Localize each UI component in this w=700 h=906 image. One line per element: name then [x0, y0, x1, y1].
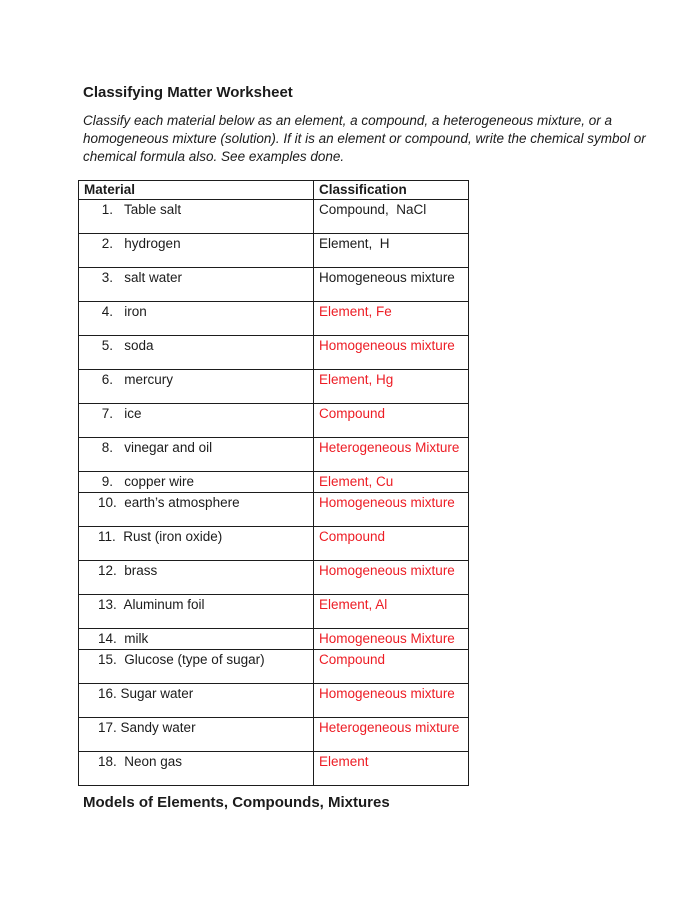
table-row: [79, 527, 469, 561]
classification-cell: Homogeneous mixture: [314, 268, 469, 302]
material-cell: 11. Rust (iron oxide): [79, 527, 314, 561]
classification-cell: Homogeneous mixture: [314, 684, 469, 718]
classification-cell: Compound: [314, 650, 469, 684]
material-cell: 18. Neon gas: [79, 752, 314, 786]
material-cell: 13. Aluminum foil: [79, 595, 314, 629]
table-row: [79, 438, 469, 472]
material-cell: 5. soda: [79, 336, 314, 370]
table-row: [79, 472, 469, 493]
classification-cell: Element, Al: [314, 595, 469, 629]
material-cell: 8. vinegar and oil: [79, 438, 314, 472]
classification-table-body: [79, 200, 469, 786]
table-header-row: [79, 181, 469, 200]
material-cell: 12. brass: [79, 561, 314, 595]
instructions-paragraph: [83, 112, 700, 166]
table-row: [79, 234, 469, 268]
classification-cell: Homogeneous mixture: [314, 336, 469, 370]
instructions-line-2: homogeneous mixture (solution). If it is an element or compound, write the chemical symbol or: [83, 131, 646, 146]
table-row: [79, 684, 469, 718]
table-row: [79, 561, 469, 595]
classification-cell: Compound: [314, 527, 469, 561]
classification-column-header: Classification: [314, 181, 469, 200]
table-row: [79, 200, 469, 234]
table-row: [79, 650, 469, 684]
material-cell: 3. salt water: [79, 268, 314, 302]
table-row: [79, 302, 469, 336]
classification-cell: Heterogeneous Mixture: [314, 438, 469, 472]
table-row: [79, 752, 469, 786]
table-row: [79, 370, 469, 404]
material-cell: 10. earth’s atmosphere: [79, 493, 314, 527]
classification-cell: Homogeneous mixture: [314, 493, 469, 527]
classification-cell: Element: [314, 752, 469, 786]
classification-cell: Element, Cu: [314, 472, 469, 493]
classification-cell: Element, Hg: [314, 370, 469, 404]
material-cell: 7. ice: [79, 404, 314, 438]
material-cell: 1. Table salt: [79, 200, 314, 234]
material-cell: 16. Sugar water: [79, 684, 314, 718]
material-cell: 6. mercury: [79, 370, 314, 404]
table-row: [79, 629, 469, 650]
classification-cell: Homogeneous Mixture: [314, 629, 469, 650]
table-row: [79, 718, 469, 752]
material-cell: 17. Sandy water: [79, 718, 314, 752]
table-row: [79, 493, 469, 527]
material-cell: 4. iron: [79, 302, 314, 336]
table-row: [79, 268, 469, 302]
classification-table: [78, 180, 469, 786]
classification-cell: Element, Fe: [314, 302, 469, 336]
section-heading: Models of Elements, Compounds, Mixtures: [83, 794, 390, 811]
material-cell: 14. milk: [79, 629, 314, 650]
classification-cell: Homogeneous mixture: [314, 561, 469, 595]
classification-cell: Element, H: [314, 234, 469, 268]
material-cell: 9. copper wire: [79, 472, 314, 493]
table-row: [79, 595, 469, 629]
classification-cell: Compound, NaCl: [314, 200, 469, 234]
material-column-header: Material: [79, 181, 314, 200]
classification-cell: Heterogeneous mixture: [314, 718, 469, 752]
classification-cell: Compound: [314, 404, 469, 438]
material-cell: 2. hydrogen: [79, 234, 314, 268]
instructions-line-3: chemical formula also. See examples done.: [83, 149, 345, 164]
table-row: [79, 404, 469, 438]
page-title: Classifying Matter Worksheet: [83, 84, 293, 101]
table-row: [79, 336, 469, 370]
material-cell: 15. Glucose (type of sugar): [79, 650, 314, 684]
instructions-line-1: Classify each material below as an element, a compound, a heterogeneous mixture, or a: [83, 113, 613, 128]
